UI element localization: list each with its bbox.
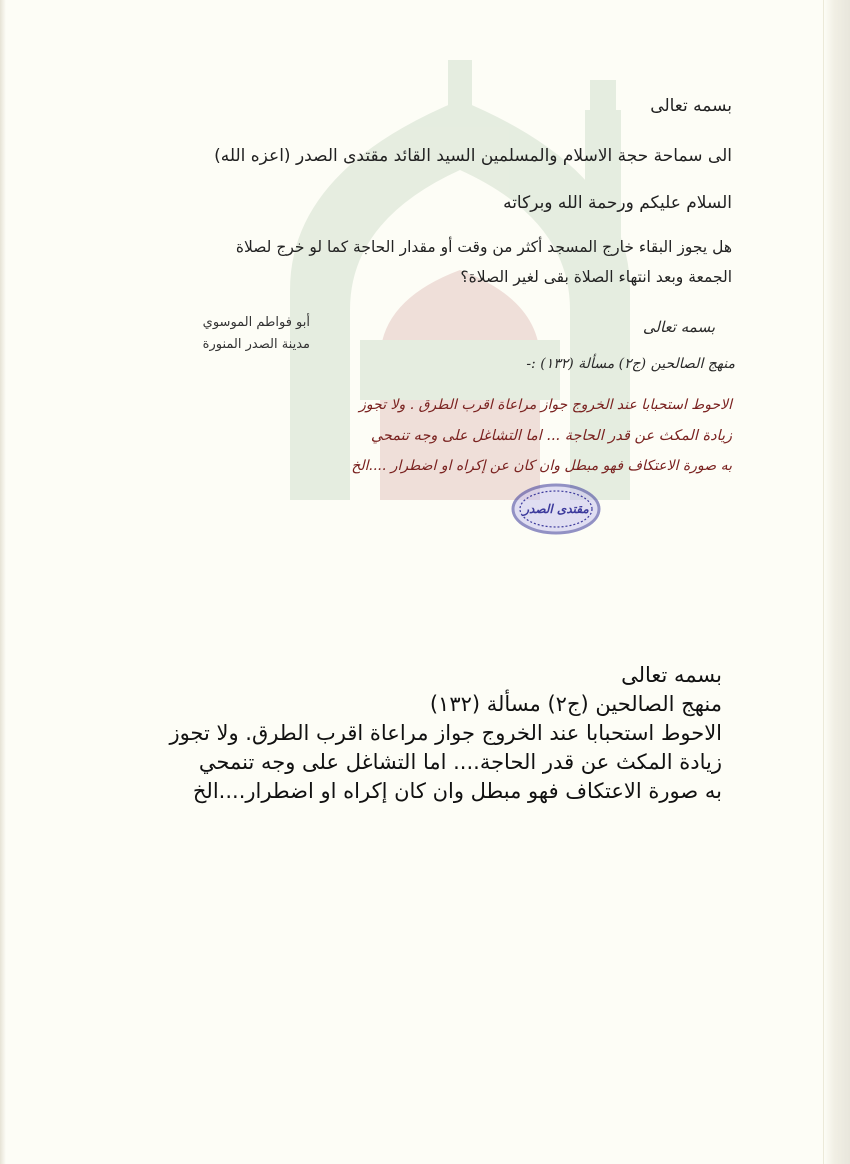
seal-stamp xyxy=(510,482,602,536)
page-edge-left xyxy=(0,0,6,1164)
transcription-line-1: الاحوط استحبابا عند الخروج جواز مراعاة اقرب الطرق. ولا تجوز xyxy=(169,721,722,745)
sender-city: مدينة الصدر المنورة xyxy=(202,337,310,352)
sender-name: أبو فواطم الموسوي xyxy=(202,315,310,330)
handwritten-line-1: الاحوط استحبابا عند الخروج جواز مراعاة اقرب الطرق . ولا تجوز xyxy=(359,397,732,413)
transcription-line-3: به صورة الاعتكاف فهو مبطل وان كان إكراه او اضطرار....الخ xyxy=(192,779,722,803)
letter-addressee: الى سماحة حجة الاسلام والمسلمين السيد القائد مقتدى الصدر (اعزه الله) xyxy=(214,146,732,166)
letter-basmala: بسمه تعالى xyxy=(650,96,732,116)
handwritten-line-3: به صورة الاعتكاف فهو مبطل وان كان عن إكراه او اضطرار ....الخ xyxy=(351,458,732,474)
transcription-line-2: زيادة المكث عن قدر الحاجة.... اما التشاغل على وجه تنمحي xyxy=(198,750,722,774)
handwritten-line-2: زيادة المكث عن قدر الحاجة ... اما التشاغل على وجه تنمحي xyxy=(370,428,732,444)
letter-greeting: السلام عليكم ورحمة الله وبركاته xyxy=(503,193,732,213)
transcription-basmala: بسمه تعالى xyxy=(621,663,722,687)
seal-stamp-text: مقتدى الصدر xyxy=(523,502,589,516)
transcription-reference: منهج الصالحين (ج٢) مسألة (١٣٢) xyxy=(429,692,722,716)
page-edge-right xyxy=(823,0,850,1164)
letter-question-line-2: الجمعة وبعد انتهاء الصلاة بقى لغير الصلاة؟ xyxy=(460,268,732,286)
handwritten-heading: بسمه تعالى xyxy=(642,318,715,336)
handwritten-reference: منهج الصالحين (ج٢) مسألة (١٣٢) :- xyxy=(526,356,735,372)
letter-question-line-1: هل يجوز البقاء خارج المسجد أكثر من وقت أو مقدار الحاجة كما لو خرج لصلاة xyxy=(235,238,732,256)
